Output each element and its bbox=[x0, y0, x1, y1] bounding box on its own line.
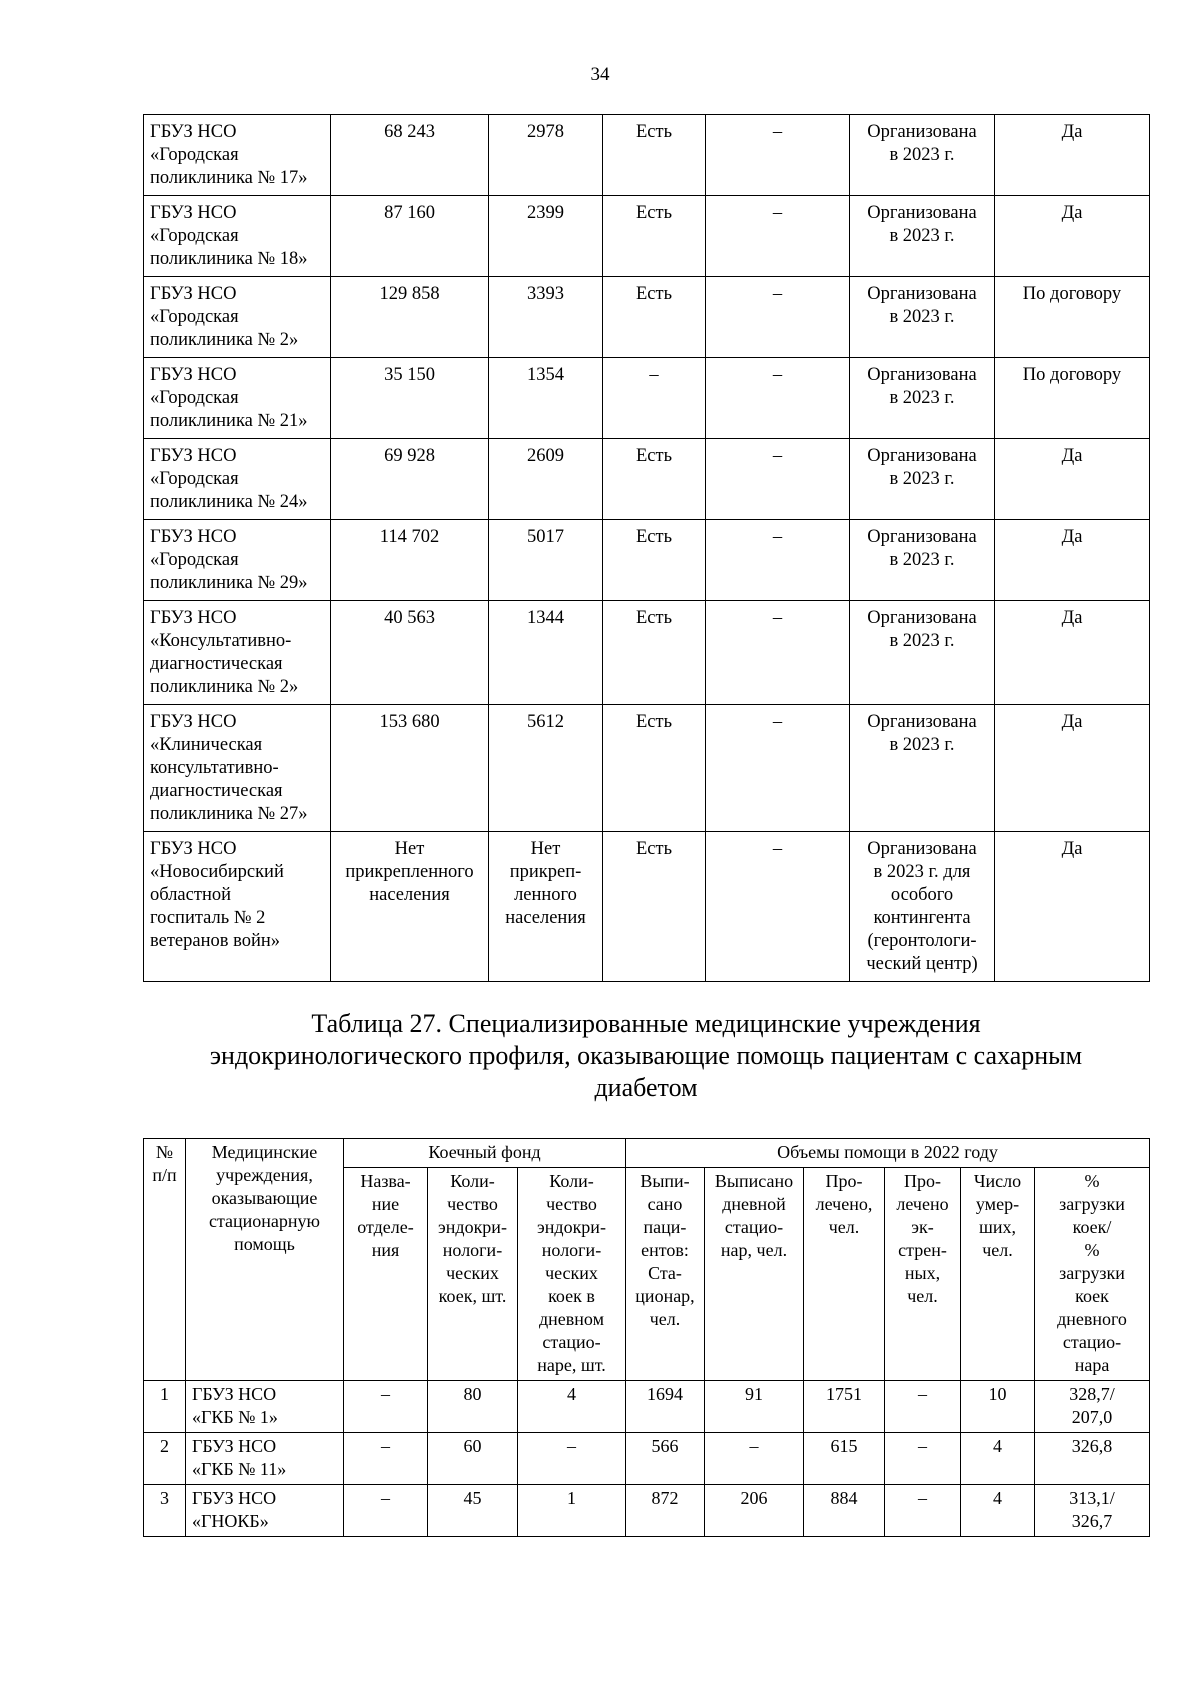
population-cell: 129 858 bbox=[331, 277, 489, 358]
header-deaths: Число умер- ших, чел. bbox=[961, 1168, 1035, 1381]
num-cell: 3 bbox=[144, 1485, 186, 1537]
header-discharged: Выпи- сано паци- ентов: Ста- ционар, чел. bbox=[626, 1168, 705, 1381]
discharged-cell: 566 bbox=[626, 1433, 705, 1485]
count-cell: 5017 bbox=[489, 520, 603, 601]
availability-cell: Есть bbox=[603, 439, 706, 520]
population-cell: 87 160 bbox=[331, 196, 489, 277]
header-num: № п/п bbox=[144, 1139, 186, 1381]
deaths-cell: 10 bbox=[961, 1381, 1035, 1433]
dash-cell: – bbox=[706, 439, 850, 520]
dash-cell: – bbox=[706, 832, 850, 982]
table-row bbox=[144, 1485, 1150, 1537]
table-row bbox=[144, 439, 1150, 520]
header-discharged-day: Выписано дневной стацио- нар, чел. bbox=[705, 1168, 804, 1381]
treated-cell: 1751 bbox=[804, 1381, 885, 1433]
table-row bbox=[144, 705, 1150, 832]
num-cell: 2 bbox=[144, 1433, 186, 1485]
table-row bbox=[144, 358, 1150, 439]
availability-cell: Есть bbox=[603, 705, 706, 832]
population-cell: Нет прикрепленного населения bbox=[331, 832, 489, 982]
population-cell: 153 680 bbox=[331, 705, 489, 832]
table-row bbox=[144, 115, 1150, 196]
beds-day-cell: 4 bbox=[518, 1381, 626, 1433]
endocrinology-table-body bbox=[144, 1381, 1150, 1537]
header-load: % загрузки коек/ % загрузки коек дневного стацио- нара bbox=[1035, 1168, 1150, 1381]
count-cell: Нет прикреп- ленного населения bbox=[489, 832, 603, 982]
page-number: 34 bbox=[590, 64, 610, 85]
emergency-cell: – bbox=[885, 1485, 961, 1537]
status-cell: Организована в 2023 г. bbox=[850, 115, 995, 196]
institution-cell: ГБУЗ НСО «Городская поликлиника № 18» bbox=[144, 196, 331, 277]
status-cell: Организована в 2023 г. bbox=[850, 196, 995, 277]
header-institution: Медицинские учреждения, оказывающие стационарную помощь bbox=[186, 1139, 344, 1381]
endocrinology-table bbox=[143, 1138, 1150, 1537]
availability-cell: Есть bbox=[603, 196, 706, 277]
population-cell: 114 702 bbox=[331, 520, 489, 601]
discharged-day-cell: 206 bbox=[705, 1485, 804, 1537]
table-27-title: Таблица 27. Специализированные медицинские учреждения эндокринологического профиля, оказывающие помощь пациентам с сахарным диабетом bbox=[209, 1009, 1083, 1102]
discharged-cell: 1694 bbox=[626, 1381, 705, 1433]
availability-cell: Есть bbox=[603, 832, 706, 982]
institution-cell: ГБУЗ НСО «Городская поликлиника № 21» bbox=[144, 358, 331, 439]
count-cell: 2399 bbox=[489, 196, 603, 277]
count-cell: 5612 bbox=[489, 705, 603, 832]
agreement-cell: Да bbox=[995, 196, 1150, 277]
agreement-cell: Да bbox=[995, 520, 1150, 601]
header-treated: Про- лечено, чел. bbox=[804, 1168, 885, 1381]
beds-day-cell: 1 bbox=[518, 1485, 626, 1537]
load-cell: 313,1/ 326,7 bbox=[1035, 1485, 1150, 1537]
table-row bbox=[144, 277, 1150, 358]
endocrinology-table-header bbox=[144, 1139, 1150, 1381]
dept-cell: – bbox=[344, 1485, 428, 1537]
count-cell: 2609 bbox=[489, 439, 603, 520]
load-cell: 328,7/ 207,0 bbox=[1035, 1381, 1150, 1433]
beds-cell: 60 bbox=[428, 1433, 518, 1485]
load-cell: 326,8 bbox=[1035, 1433, 1150, 1485]
beds-cell: 80 bbox=[428, 1381, 518, 1433]
status-cell: Организована в 2023 г. bbox=[850, 705, 995, 832]
population-cell: 69 928 bbox=[331, 439, 489, 520]
institution-cell: ГБУЗ НСО «Консультативно- диагностическая поликлиника № 2» bbox=[144, 601, 331, 705]
discharged-day-cell: – bbox=[705, 1433, 804, 1485]
status-cell: Организована в 2023 г. bbox=[850, 277, 995, 358]
dash-cell: – bbox=[706, 601, 850, 705]
dash-cell: – bbox=[706, 115, 850, 196]
table-row bbox=[144, 1433, 1150, 1485]
institution-cell: ГБУЗ НСО «Клиническая консультативно- диагностическая поликлиника № 27» bbox=[144, 705, 331, 832]
status-cell: Организована в 2023 г. bbox=[850, 601, 995, 705]
dash-cell: – bbox=[706, 358, 850, 439]
table-row bbox=[144, 832, 1150, 982]
agreement-cell: По договору bbox=[995, 277, 1150, 358]
header-endo-beds-day: Коли- чество эндокри- нологи- ческих коек в дневном стацио- наре, шт. bbox=[518, 1168, 626, 1381]
status-cell: Организована в 2023 г. bbox=[850, 358, 995, 439]
population-cell: 35 150 bbox=[331, 358, 489, 439]
availability-cell: Есть bbox=[603, 115, 706, 196]
table-row bbox=[144, 601, 1150, 705]
agreement-cell: Да bbox=[995, 115, 1150, 196]
table-row bbox=[144, 1381, 1150, 1433]
treated-cell: 615 bbox=[804, 1433, 885, 1485]
dept-cell: – bbox=[344, 1433, 428, 1485]
header-group-volume: Объемы помощи в 2022 году bbox=[626, 1139, 1150, 1168]
name-cell: ГБУЗ НСО «ГКБ № 1» bbox=[186, 1381, 344, 1433]
institution-cell: ГБУЗ НСО «Городская поликлиника № 24» bbox=[144, 439, 331, 520]
header-treated-emergency: Про- лечено эк- стрен- ных, чел. bbox=[885, 1168, 961, 1381]
emergency-cell: – bbox=[885, 1381, 961, 1433]
count-cell: 3393 bbox=[489, 277, 603, 358]
availability-cell: Есть bbox=[603, 601, 706, 705]
institution-cell: ГБУЗ НСО «Городская поликлиника № 17» bbox=[144, 115, 331, 196]
beds-cell: 45 bbox=[428, 1485, 518, 1537]
status-cell: Организована в 2023 г. bbox=[850, 439, 995, 520]
name-cell: ГБУЗ НСО «ГКБ № 11» bbox=[186, 1433, 344, 1485]
header-dept-name: Назва- ние отделе- ния bbox=[344, 1168, 428, 1381]
institution-cell: ГБУЗ НСО «Городская поликлиника № 29» bbox=[144, 520, 331, 601]
table-row bbox=[144, 520, 1150, 601]
deaths-cell: 4 bbox=[961, 1433, 1035, 1485]
table-row bbox=[144, 196, 1150, 277]
availability-cell: – bbox=[603, 358, 706, 439]
institution-cell: ГБУЗ НСО «Новосибирский областной госпиталь № 2 ветеранов войн» bbox=[144, 832, 331, 982]
status-cell: Организована в 2023 г. для особого контингента (геронтологи- ческий центр) bbox=[850, 832, 995, 982]
agreement-cell: Да bbox=[995, 832, 1150, 982]
count-cell: 1344 bbox=[489, 601, 603, 705]
agreement-cell: Да bbox=[995, 705, 1150, 832]
discharged-cell: 872 bbox=[626, 1485, 705, 1537]
status-cell: Организована в 2023 г. bbox=[850, 520, 995, 601]
count-cell: 2978 bbox=[489, 115, 603, 196]
name-cell: ГБУЗ НСО «ГНОКБ» bbox=[186, 1485, 344, 1537]
dash-cell: – bbox=[706, 277, 850, 358]
header-endo-beds: Коли- чество эндокри- нологи- ческих коек, шт. bbox=[428, 1168, 518, 1381]
dash-cell: – bbox=[706, 705, 850, 832]
dash-cell: – bbox=[706, 520, 850, 601]
availability-cell: Есть bbox=[603, 520, 706, 601]
dept-cell: – bbox=[344, 1381, 428, 1433]
population-cell: 40 563 bbox=[331, 601, 489, 705]
polyclinic-table-body bbox=[144, 115, 1150, 982]
num-cell: 1 bbox=[144, 1381, 186, 1433]
treated-cell: 884 bbox=[804, 1485, 885, 1537]
count-cell: 1354 bbox=[489, 358, 603, 439]
agreement-cell: Да bbox=[995, 601, 1150, 705]
header-group-beds: Коечный фонд bbox=[344, 1139, 626, 1168]
agreement-cell: Да bbox=[995, 439, 1150, 520]
institution-cell: ГБУЗ НСО «Городская поликлиника № 2» bbox=[144, 277, 331, 358]
beds-day-cell: – bbox=[518, 1433, 626, 1485]
discharged-day-cell: 91 bbox=[705, 1381, 804, 1433]
polyclinic-table bbox=[143, 114, 1150, 982]
dash-cell: – bbox=[706, 196, 850, 277]
emergency-cell: – bbox=[885, 1433, 961, 1485]
agreement-cell: По договору bbox=[995, 358, 1150, 439]
deaths-cell: 4 bbox=[961, 1485, 1035, 1537]
availability-cell: Есть bbox=[603, 277, 706, 358]
population-cell: 68 243 bbox=[331, 115, 489, 196]
